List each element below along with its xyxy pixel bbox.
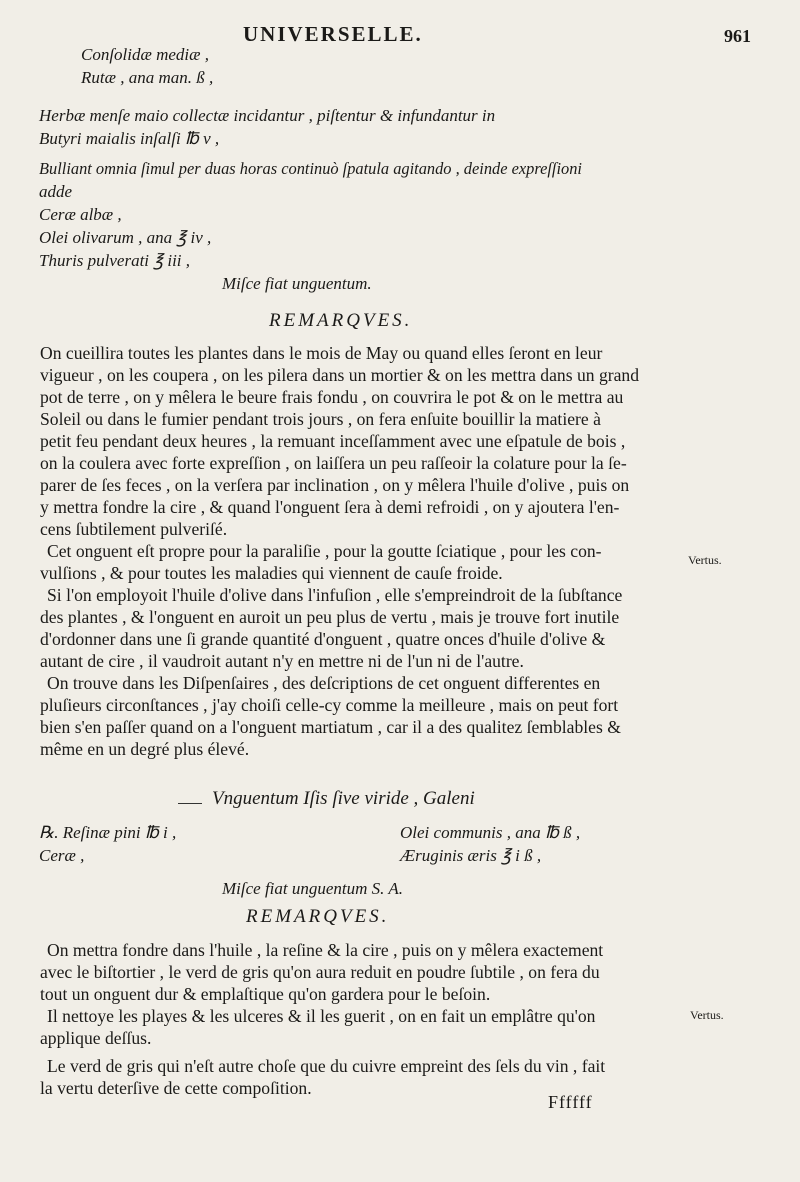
remarques2-line: Le verd de gris qui n'eſt autre choſe que du cuivre empreint des ſels du vin , fait — [47, 1056, 606, 1076]
remarques2-line: avec le biſtortier , le verd de gris qu'on aura reduit en poudre ſubtile , on fera du — [40, 962, 600, 982]
margin-note-vertus-2: Vertus. — [690, 1008, 724, 1022]
remarques1-line: même en un degré plus élevé. — [40, 739, 250, 759]
recipe2-left-2: Ceræ , — [39, 846, 85, 865]
remarques2-line: Il nettoye les playes & les ulceres & il les guerit , on en fait un emplâtre qu'on — [47, 1006, 596, 1026]
remarques1-line: des plantes , & l'onguent en auroit un peu plus de vertu , mais je trouve fort inutile — [40, 607, 620, 627]
recipe1-line-5: Bulliant omnia ſimul per duas horas continuò ſpatula agitando , deinde expreſſioni — [39, 159, 582, 178]
recipe1-line-6: adde — [39, 182, 73, 201]
remarques1-line: vigueur , on les coupera , on les pilera dans un mortier & on les mettra dans un grand — [40, 365, 640, 385]
remarques1-line: On trouve dans les Diſpenſaires , des deſcriptions de cet onguent differentes en — [47, 673, 601, 693]
remarques1-heading: REMARQVES. — [269, 310, 413, 331]
remarques2-heading: REMARQVES. — [246, 906, 390, 927]
recipe1-line-8: Olei olivarum , ana ℥ iv , — [39, 228, 212, 247]
remarques2-line: tout un onguent dur & emplaſtique qu'on gardera pour le beſoin. — [40, 984, 491, 1004]
remarques1-line: parer de ſes feces , on la verſera par inclination , on y mêlera l'huile d'olive , puis on — [40, 475, 630, 495]
remarques1-line: petit feu pendant deux heures , la remuant inceſſamment avec une eſpatule de bois , — [40, 431, 626, 451]
remarques2-line: la vertu deterſive de cette compoſition. — [40, 1078, 312, 1098]
remarques1-line: y mettra fondre la cire , & quand l'onguent ſera à demi refroidi , on y ajoutera l'en- — [40, 497, 620, 517]
remarques1-line: on la coulera avec forte expreſſion , on laiſſera un peu raſſeoir la colature pour la ſe- — [40, 453, 627, 473]
recipe1-line-1: Conſolidæ mediæ , — [81, 45, 209, 64]
remarques2-text — [40, 939, 605, 1099]
remarques1-text — [40, 342, 639, 760]
remarques1-line: autant de cire , il vaudroit autant n'y en mettre ni de l'un ni de l'autre. — [40, 651, 524, 671]
remarques2-line: applique deſſus. — [40, 1028, 152, 1048]
recipe1-line-4: Butyri maialis inſalſi ℔ v , — [39, 129, 220, 148]
recipe2-right-2: Æruginis æris ℥ i ß , — [400, 846, 542, 865]
remarques2-line: On mettra fondre dans l'huile , la reſine & la cire , puis on y mêlera exactement — [47, 940, 604, 960]
recipe2-left-1: ℞. Reſinæ pini ℔ i , — [39, 823, 177, 842]
remarques1-line: pluſieurs circonſtances , j'ay choiſi celle-cy comme la meilleure , mais on peut fort — [40, 695, 619, 715]
running-title: UNIVERSELLE. — [243, 22, 423, 46]
recipe1-line-3: Herbæ menſe maio collectæ incidantur , piſtentur & infundantur in — [39, 106, 496, 125]
remarques1-line: d'ordonner dans une ſi grande quantité d'onguent , quatre onces d'huile d'olive & — [40, 629, 606, 649]
recipe2-right-1: Olei communis , ana ℔ ß , — [400, 823, 581, 842]
recipe1-line-2: Rutæ , ana man. ß , — [81, 68, 214, 87]
title-rule-left — [178, 803, 202, 804]
remarques1-line: Si l'on employoit l'huile d'olive dans l'infuſion , elle s'empreindroit de la ſubſtance — [47, 585, 623, 605]
page-number: 961 — [724, 26, 751, 46]
signature-mark: Ffffff — [548, 1092, 593, 1112]
remarques1-line: On cueillira toutes les plantes dans le mois de May ou quand elles ſeront en leur — [40, 343, 603, 363]
margin-note-vertus-1: Vertus. — [688, 553, 722, 567]
remarques1-line: Soleil ou dans le fumier pendant trois jours , on fera enſuite bouillir la matiere à — [40, 409, 601, 429]
recipe1-line-7: Ceræ albæ , — [39, 205, 122, 224]
recipe1-closing: Miſce fiat unguentum. — [222, 274, 372, 293]
remarques1-line: Cet onguent eſt propre pour la paraliſie , pour la goutte ſciatique , pour les con- — [47, 541, 602, 561]
remarques1-line: vulſions , & pour toutes les maladies qui viennent de cauſe froide. — [40, 563, 503, 583]
recipe2-title: Vnguentum Iſis ſive viride , Galeni — [212, 788, 475, 809]
remarques1-line: bien s'en paſſer quand on a l'onguent martiatum , car il a des qualitez ſemblables & — [40, 717, 621, 737]
recipe2-closing: Miſce fiat unguentum S. A. — [222, 879, 403, 898]
recipe1-line-9: Thuris pulverati ℥ iii , — [39, 251, 191, 270]
remarques1-line: pot de terre , on y mêlera le beure frais fondu , on couvrira le pot & on le mettra au — [40, 387, 624, 407]
remarques1-line: cens ſubtilement pulveriſé. — [40, 519, 228, 539]
